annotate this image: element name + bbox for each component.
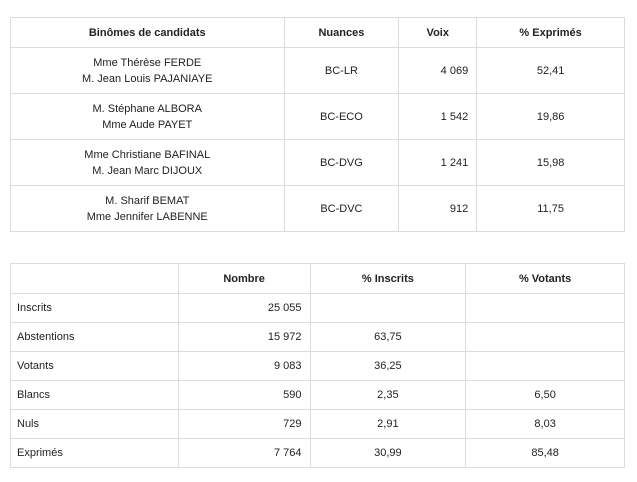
candidate-voix: 4 069 — [399, 48, 477, 94]
stats-nombre: 15 972 — [178, 323, 310, 352]
candidate-names — [11, 186, 285, 232]
stats-row-exprimes — [11, 439, 625, 468]
candidate-names — [11, 48, 285, 94]
stats-pct-inscrits: 30,99 — [310, 439, 466, 468]
stats-pct-votants — [466, 323, 625, 352]
stats-label: Inscrits — [11, 294, 179, 323]
candidate-pct-exprimes: 15,98 — [477, 140, 625, 186]
stats-pct-votants: 8,03 — [466, 410, 625, 439]
candidate-voix: 1 241 — [399, 140, 477, 186]
stats-pct-votants: 85,48 — [466, 439, 625, 468]
candidate-pct-exprimes: 19,86 — [477, 94, 625, 140]
candidate-nuance: BC-DVG — [284, 140, 399, 186]
candidate-name-2: Mme Aude PAYET — [102, 118, 193, 131]
header-nombre: Nombre — [178, 264, 310, 294]
stats-header-row — [11, 264, 625, 294]
candidate-name-1: Mme Thérèse FERDE — [93, 56, 202, 69]
stats-table — [10, 263, 625, 468]
stats-nombre: 25 055 — [178, 294, 310, 323]
stats-pct-inscrits: 36,25 — [310, 352, 466, 381]
candidate-name-1: M. Stéphane ALBORA — [92, 102, 202, 115]
stats-row-nuls — [11, 410, 625, 439]
stats-label: Nuls — [11, 410, 179, 439]
candidate-name-2: Mme Jennifer LABENNE — [86, 210, 208, 223]
candidate-nuance: BC-LR — [284, 48, 399, 94]
candidate-voix: 1 542 — [399, 94, 477, 140]
candidates-table — [10, 17, 625, 232]
stats-pct-votants: 6,50 — [466, 381, 625, 410]
stats-row-abstentions — [11, 323, 625, 352]
candidate-voix: 912 — [399, 186, 477, 232]
stats-pct-inscrits: 2,91 — [310, 410, 466, 439]
candidate-names — [11, 94, 285, 140]
candidate-pct-exprimes: 52,41 — [477, 48, 625, 94]
header-label — [11, 264, 179, 294]
header-binomes: Binômes de candidats — [11, 18, 285, 48]
candidate-row — [11, 48, 625, 94]
stats-label: Exprimés — [11, 439, 179, 468]
stats-label: Abstentions — [11, 323, 179, 352]
stats-pct-votants — [466, 294, 625, 323]
stats-pct-inscrits: 63,75 — [310, 323, 466, 352]
candidate-pct-exprimes: 11,75 — [477, 186, 625, 232]
candidate-row — [11, 140, 625, 186]
candidate-name-1: M. Sharif BEMAT — [105, 194, 190, 207]
stats-nombre: 7 764 — [178, 439, 310, 468]
header-pct-exprimes: % Exprimés — [477, 18, 625, 48]
header-nuances: Nuances — [284, 18, 399, 48]
stats-pct-votants — [466, 352, 625, 381]
stats-pct-inscrits: 2,35 — [310, 381, 466, 410]
candidate-nuance: BC-DVC — [284, 186, 399, 232]
stats-label: Blancs — [11, 381, 179, 410]
candidate-names — [11, 140, 285, 186]
stats-row-votants — [11, 352, 625, 381]
candidate-name-2: M. Jean Marc DIJOUX — [92, 164, 203, 177]
candidate-name-1: Mme Christiane BAFINAL — [84, 148, 211, 161]
candidate-nuance: BC-ECO — [284, 94, 399, 140]
stats-row-inscrits — [11, 294, 625, 323]
stats-row-blancs — [11, 381, 625, 410]
header-voix: Voix — [399, 18, 477, 48]
stats-nombre: 729 — [178, 410, 310, 439]
candidate-row — [11, 94, 625, 140]
stats-nombre: 9 083 — [178, 352, 310, 381]
stats-nombre: 590 — [178, 381, 310, 410]
candidate-name-2: M. Jean Louis PAJANIAYE — [82, 72, 213, 85]
stats-label: Votants — [11, 352, 179, 381]
candidate-row — [11, 186, 625, 232]
header-pct-votants: % Votants — [466, 264, 625, 294]
stats-pct-inscrits — [310, 294, 466, 323]
candidates-header-row — [11, 18, 625, 48]
header-pct-inscrits: % Inscrits — [310, 264, 466, 294]
